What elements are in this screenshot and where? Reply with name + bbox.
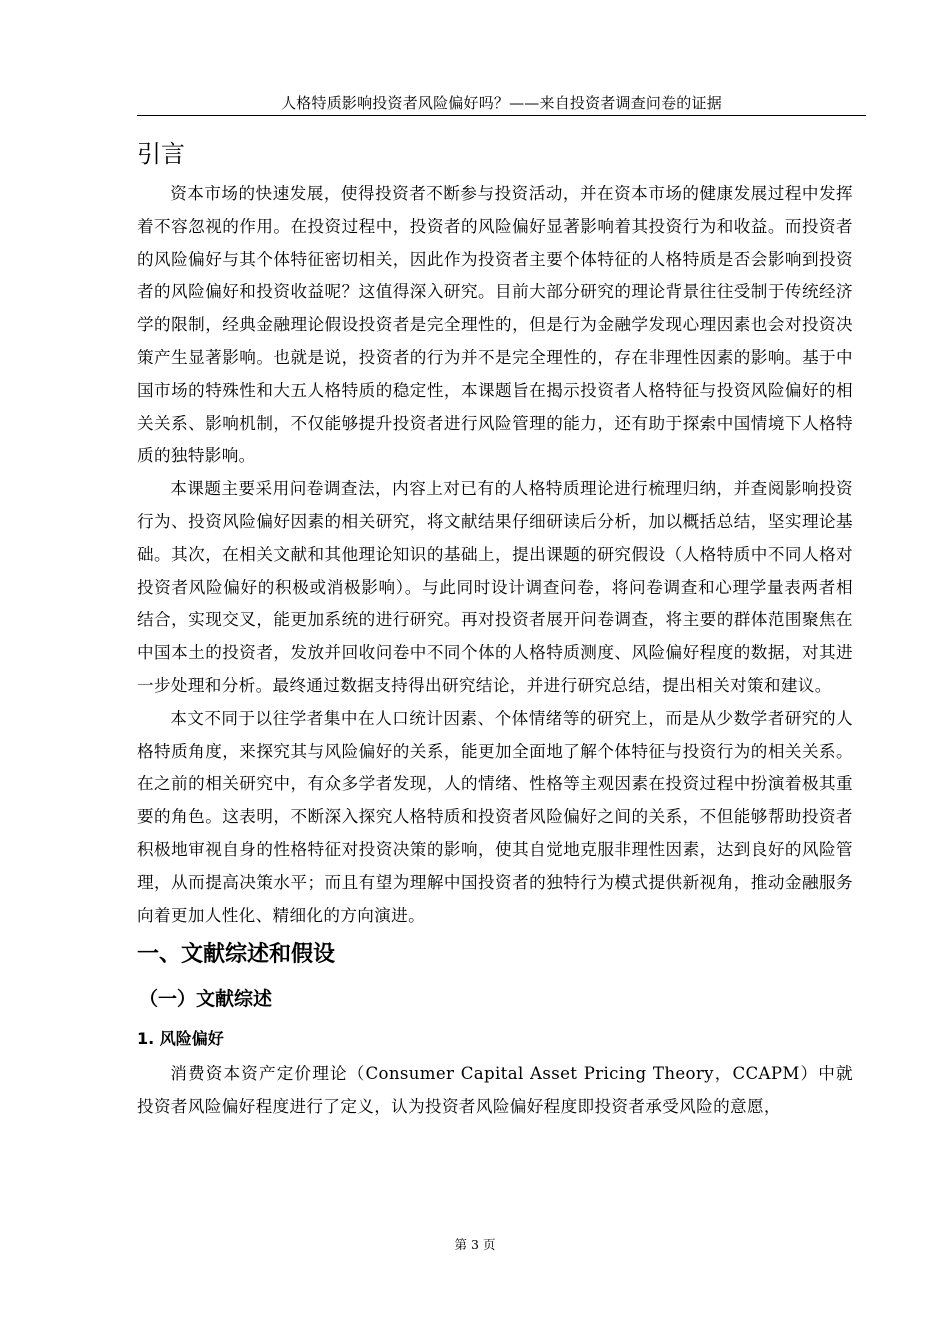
intro-paragraph-2: 本课题主要采用问卷调查法，内容上对已有的人格特质理论进行梳理归纳，并查阅影响投资行为、投资风险偏好因素的相关研究，将文献结果仔细研读后分析，加以概括总结，坚实理论基础。其次，在相关文献和其他理论知识的基础上，提出课题的研究假设（人格特质中不同人格对投资者风险偏好的积极或消极影响）。与此同时设计调查问卷，将问卷调查和心理学量表两者相结合，实现交叉，能更加系统的进行研究。再对投资者展开问卷调查，将主要的群体范围聚焦在中国本土的投资者，发放并回收问卷中不同个体的人格特质测度、风险偏好程度的数据，对其进一步处理和分析。最终通过数据支持得出研究结论，并进行研究总结，提出相关对策和建议。: [137, 479, 853, 695]
page-number: 第 3 页: [454, 1237, 496, 1252]
section-paragraph: 消费资本资产定价理论（Consumer Capital Asset Pricing Theory，CCAPM）中就投资者风险偏好程度进行了定义，认为投资者风险偏好程度即投资者承受风险的意愿，: [137, 1064, 853, 1117]
running-header: 人格特质影响投资者风险偏好吗？——来自投资者调查问卷的证据: [281, 94, 722, 112]
section-heading: 一、文献综述和假设: [137, 942, 336, 968]
intro-paragraph-1: 资本市场的快速发展，使得投资者不断参与投资活动，并在资本市场的健康发展过程中发挥着不容忽视的作用。在投资过程中，投资者的风险偏好显著影响着其投资行为和收益。而投资者的风险偏好与其个体特征密切相关，因此作为投资者主要个体特征的人格特质是否会影响到投资者的风险偏好和投资收益呢？这值得深入研究。目前大部分研究的理论背景往往受制于传统经济学的限制，经典金融理论假设投资者是完全理性的，但是行为金融学发现心理因素也会对投资决策产生显著影响。也就是说，投资者的行为并不是完全理性的，存在非理性因素的影响。基于中国市场的特殊性和大五人格特质的稳定性，本课题旨在揭示投资者人格特征与投资风险偏好的相关关系、影响机制，不仅能够提升投资者进行风险管理的能力，还有助于探索中国情境下人格特质的独特影响。: [137, 184, 853, 466]
subsection-heading: （一）文献综述: [139, 988, 273, 1011]
intro-paragraph-3: 本文不同于以往学者集中在人口统计因素、个体情绪等的研究上，而是从少数学者研究的人格特质角度，来探究其与风险偏好的关系，能更加全面地了解个体特征与投资行为的相关关系。在之前的相关研究中，有众多学者发现，人的情绪、性格等主观因素在投资过程中扮演着极其重要的角色。这表明，不断深入探究人格特质和投资者风险偏好之间的关系，不但能够帮助投资者积极地审视自身的性格特征对投资决策的影响，使其自觉地克服非理性因素，达到良好的风险管理，从而提高决策水平；而且有望为理解中国投资者的独特行为模式提供新视角，推动金融服务向着更加人性化、精细化的方向演进。: [137, 708, 853, 925]
subsubsection-heading: 1. 风险偏好: [137, 1029, 224, 1049]
intro-heading: 引言: [137, 140, 185, 168]
page-content: [137, 132, 853, 1124]
header-rule: [137, 115, 866, 116]
